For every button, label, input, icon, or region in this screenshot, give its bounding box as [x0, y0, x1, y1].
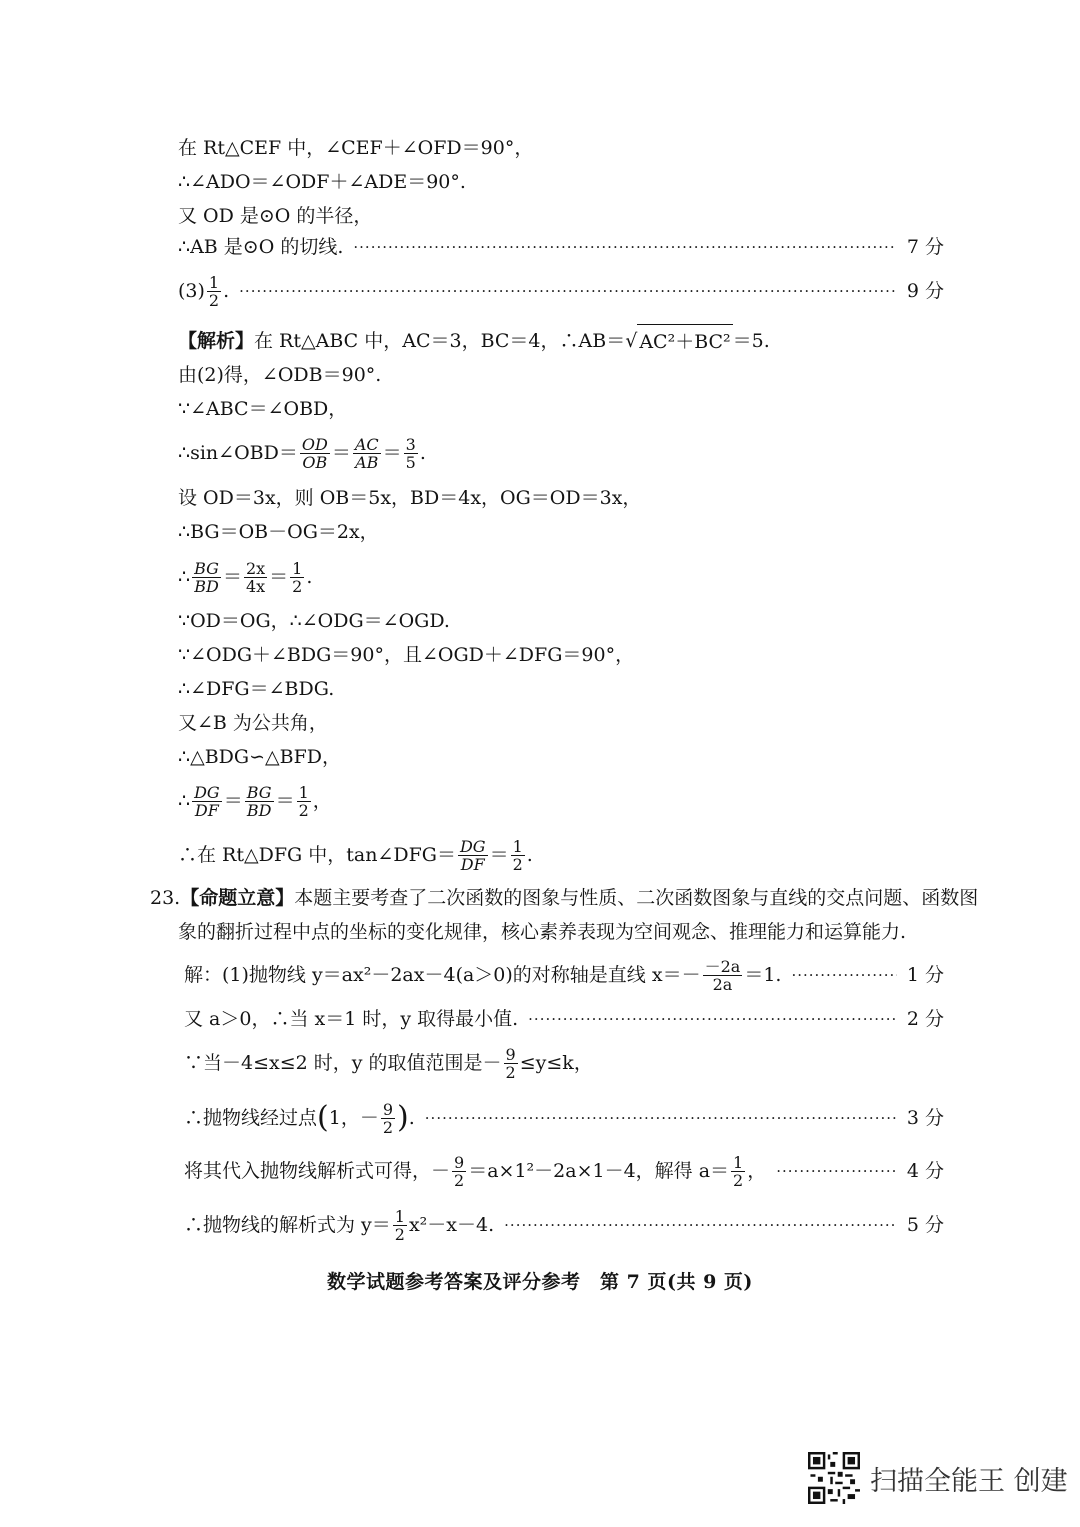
- score-line: [178, 274, 944, 308]
- fraction-numerator: 1: [292, 558, 303, 578]
- line-text: ≤y≤k，: [519, 1052, 593, 1074]
- fraction-denominator: 2: [382, 1117, 394, 1137]
- line-text: ∴△BDG∽△BFD，: [178, 746, 341, 768]
- fraction: [353, 436, 381, 471]
- fraction: [297, 784, 311, 819]
- score-line: [184, 1002, 944, 1036]
- text-line: [178, 515, 944, 549]
- text-line: [178, 604, 944, 638]
- fraction-numerator: 1: [733, 1152, 744, 1172]
- analysis-label: 【解析】: [178, 330, 255, 352]
- line-text: ∵∠ODG＋∠BDG＝90°，且∠OGD＋∠DFG＝90°，: [178, 644, 635, 666]
- fraction-denominator: AB: [355, 452, 379, 472]
- line-text: x²－x－4.: [408, 1214, 495, 1236]
- text-line: ∴ $\frac{DG}{DF}$ ＝ $\frac{BG}{BD}$ ＝ $\frac{1}{2}$ ，: [178, 782, 332, 820]
- leader-dots: [353, 230, 896, 264]
- fraction-numerator: BG: [246, 782, 272, 802]
- fraction-denominator: 2: [454, 1170, 465, 1190]
- line-text: .: [223, 280, 230, 302]
- score-line: [184, 958, 944, 992]
- fraction: [504, 1046, 518, 1081]
- fraction: [192, 784, 222, 819]
- text-line: [178, 131, 944, 165]
- fraction: [731, 1154, 745, 1189]
- line-text: 在 Rt△CEF 中，∠CEF＋∠OFD＝90°，: [178, 137, 534, 159]
- fraction-denominator: DF: [194, 800, 219, 820]
- fraction-denominator: BD: [246, 800, 272, 820]
- line-text: ∵当－4≤x≤2 时，y 的取值范围是－: [184, 1052, 502, 1074]
- line-text: 设 OD＝3x，则 OB＝5x，BD＝4x，OG＝OD＝3x，: [178, 487, 642, 509]
- fraction-numerator: 1: [512, 836, 523, 856]
- line-text: 1，－: [328, 1107, 379, 1129]
- fraction: [300, 436, 330, 471]
- text-line: [178, 358, 944, 392]
- text-line: 【解析】 在 Rt△ABC 中，AC＝3，BC＝4，∴AB＝ √ AC²＋BC² ＝5.: [178, 324, 944, 358]
- line-text: ∴∠DFG＝∠BDG.: [178, 678, 335, 700]
- line-text: ，: [747, 1160, 767, 1182]
- score-label: 5 分: [906, 1214, 944, 1236]
- fraction-numerator: OD: [301, 434, 328, 454]
- text-line: [150, 881, 979, 915]
- sqrt-expression: AC²＋BC²: [637, 324, 732, 359]
- line-text: 又 OD 是⊙O 的半径，: [178, 205, 373, 227]
- fraction-denominator: 2: [292, 576, 303, 596]
- line-text: 由(2)得，∠ODB＝90°.: [178, 364, 382, 386]
- line-text: ∴sin∠OBD＝: [178, 442, 298, 464]
- fraction: [458, 838, 488, 873]
- score-label: 9 分: [906, 280, 944, 302]
- text-line: [178, 740, 944, 774]
- fraction-numerator: 1: [298, 782, 309, 802]
- text-line: ∴在 Rt△DFG 中，tan∠DFG＝ $\frac{DG}{DF}$ ＝ $\frac{1}{2}$ .: [178, 836, 533, 874]
- line-text: 象的翻折过程中点的坐标的变化规律，核心素养表现为空间观念、推理能力和运算能力.: [178, 921, 907, 943]
- line-text: 又∠B 为公共角，: [178, 712, 328, 734]
- fraction-denominator: 2: [298, 800, 309, 820]
- fraction-denominator: 2: [505, 1062, 516, 1082]
- fraction-numerator: BG: [194, 558, 219, 578]
- fraction: [207, 274, 221, 309]
- text-line: [178, 392, 944, 426]
- line-text: 将其代入抛物线解析式可得，－: [184, 1160, 451, 1182]
- line-text: 本题主要考查了二次函数的图象与性质、二次函数图象与直线的交点问题、函数图: [294, 887, 979, 909]
- fraction: [381, 1101, 395, 1136]
- fraction-numerator: 2x: [245, 558, 266, 578]
- score-label: 4 分: [906, 1160, 944, 1182]
- line-text: ＝a×1²－2a×1－4，解得 a＝: [468, 1160, 730, 1182]
- score-label: 1 分: [906, 964, 944, 986]
- score-line: [184, 1208, 944, 1242]
- text-line: [178, 638, 944, 672]
- fraction: [452, 1154, 466, 1189]
- text-line: [178, 915, 944, 949]
- fraction-numerator: AC: [354, 434, 379, 454]
- fraction-numerator: DG: [194, 782, 220, 802]
- fraction-numerator: DG: [459, 836, 486, 856]
- score-line: [178, 230, 944, 264]
- fraction-denominator: 2: [208, 290, 220, 310]
- fraction-numerator: 1: [208, 272, 220, 292]
- line-text: ∴AB 是⊙O 的切线.: [178, 236, 344, 258]
- watermark-text: 扫描全能王 创建: [870, 1465, 1068, 1497]
- qr-code-icon: [808, 1452, 860, 1504]
- fraction-denominator: 2: [512, 854, 523, 874]
- fraction: [244, 560, 267, 595]
- line-text: ＝5.: [732, 330, 770, 352]
- fraction-numerator: 9: [505, 1044, 516, 1064]
- fraction-numerator: 9: [382, 1099, 394, 1119]
- fraction-denominator: OB: [302, 452, 328, 472]
- text-line: [178, 706, 944, 740]
- fraction: [192, 560, 221, 595]
- fraction-denominator: 2a: [712, 974, 733, 994]
- question-number: 23.: [150, 887, 181, 909]
- text-line: [178, 199, 944, 233]
- fraction-denominator: 5: [405, 452, 416, 472]
- leader-dots: [528, 1002, 897, 1036]
- fraction: [245, 784, 274, 819]
- line-text: ∴抛物线的解析式为 y＝: [184, 1214, 391, 1236]
- fraction-denominator: BD: [194, 576, 219, 596]
- score-label: 3 分: [906, 1107, 944, 1129]
- line-text: ∴在 Rt△DFG 中，tan∠DFG＝: [178, 844, 456, 866]
- text-line: ∴sin∠OBD＝ $\frac{OD}{OB}$ ＝ $\frac{AC}{AB}$ ＝ $\frac{3}{5}$ .: [178, 434, 426, 472]
- text-line: [184, 1046, 944, 1080]
- fraction-numerator: 1: [394, 1206, 405, 1226]
- intent-label: 【命题立意】: [180, 887, 295, 909]
- fraction-denominator: 2: [733, 1170, 744, 1190]
- fraction-numerator: －2a: [704, 956, 741, 976]
- leader-dots: [504, 1208, 897, 1242]
- line-text: ＝1.: [744, 964, 782, 986]
- fraction-denominator: 2: [394, 1224, 405, 1244]
- leader-dots: [791, 958, 896, 992]
- line-text: ∵OD＝OG，∴∠ODG＝∠OGD.: [178, 610, 450, 632]
- score-line: [184, 1154, 944, 1188]
- line-text: 在 Rt△ABC 中，AC＝3，BC＝4，∴AB＝: [254, 330, 626, 352]
- fraction: [404, 436, 418, 471]
- leader-dots: [776, 1154, 897, 1188]
- fraction-numerator: 9: [454, 1152, 465, 1172]
- line-text: ∴抛物线经过点: [184, 1107, 318, 1129]
- text-line: [178, 165, 944, 199]
- fraction-denominator: DF: [460, 854, 485, 874]
- fraction-numerator: 3: [405, 434, 416, 454]
- text-line: ∴ $\frac{BG}{BD}$ ＝ $\frac{2x}{4x}$ ＝ $\frac{1}{2}$ .: [178, 558, 313, 596]
- text-line: [178, 481, 944, 515]
- text-line: [178, 672, 944, 706]
- fraction: [393, 1208, 407, 1243]
- score-label: 7 分: [906, 236, 944, 258]
- line-text: ∴BG＝OB－OG＝2x，: [178, 521, 379, 543]
- line-text: 解：(1)抛物线 y＝ax²－2ax－4(a＞0)的对称轴是直线 x＝－: [184, 964, 701, 986]
- line-text: .: [408, 1107, 415, 1129]
- scanner-watermark: [808, 1452, 1068, 1504]
- line-text: ∴∠ADO＝∠ODF＋∠ADE＝90°.: [178, 171, 466, 193]
- fraction: [703, 958, 743, 993]
- line-text: ∵∠ABC＝∠OBD，: [178, 398, 348, 420]
- line-text: 又 a＞0，∴当 x＝1 时，y 取得最小值.: [184, 1008, 519, 1030]
- fraction: [511, 838, 525, 873]
- line-text: (3): [178, 280, 205, 302]
- page-footer: 数学试题参考答案及评分参考 第 7 页(共 9 页): [327, 1271, 753, 1293]
- fraction: [290, 560, 304, 595]
- score-label: 2 分: [906, 1008, 944, 1030]
- leader-dots: [425, 1101, 897, 1135]
- fraction-denominator: 4x: [245, 576, 266, 596]
- score-line: ∴抛物线经过点 ( 1，－ $\frac{9}{2}$ ) . ····· 3 分: [184, 1101, 944, 1135]
- leader-dots: [239, 274, 897, 308]
